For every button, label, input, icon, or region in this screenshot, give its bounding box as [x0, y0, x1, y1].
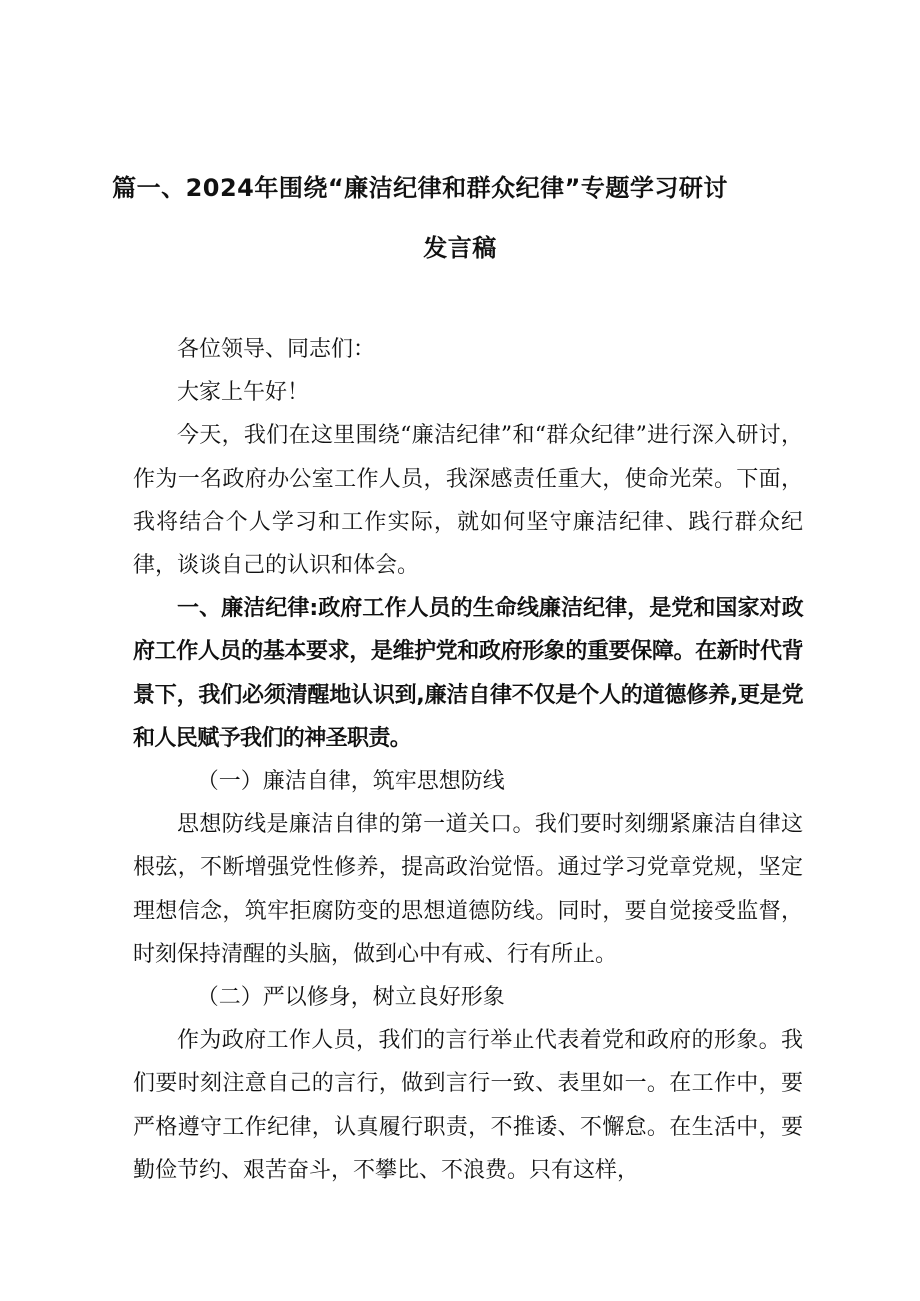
subsection-two-paragraph: 作为政府工作人员，我们的言行举止代表着党和政府的形象。我们要时刻注意自己的言行，做到言行一致、表里如一。在工作中，要严格遵守工作纪律，认真履行职责，不推诿、不懈怠。在生活中，要勤俭节约、艰苦奋斗，不攀比、不浪费。只有这样， [133, 1028, 803, 1183]
subsection-two-heading: （二）严以修身，树立良好形象 [196, 985, 505, 1011]
subsection-one-heading: （一）廉洁自律，筑牢思想防线 [196, 769, 505, 795]
subsection-one-paragraph: 思想防线是廉洁自律的第一道关口。我们要时刻绷紧廉洁自律这根弦，不断增强党性修养，提高政治觉悟。通过学习党章党规，坚定理想信念，筑牢拒腐防变的思想道德防线。同时，要自觉接受监督，时刻保持清醒的头脑，做到心中有戒、行有所止。 [133, 812, 803, 967]
document-body [133, 328, 803, 1192]
salutation: 各位领导、同志们： [177, 337, 376, 362]
intro-paragraph: 今天，我们在这里围绕“廉洁纪律”和“群众纪律”进行深入研讨，作为一名政府办公室工作人员，我深感责任重大，使命光荣。下面，我将结合个人学习和工作实际，就如何坚守廉洁纪律、践行群众纪律，谈谈自己的认识和体会。 [133, 423, 803, 579]
section-one-heading: 一、廉洁纪律:政府工作人员的生命线廉洁纪律，是党和国家对政府工作人员的基本要求，是维护党和政府形象的重要保障。在新时代背景下，我们必须清醒地认识到,廉洁自律不仅是个人的道德修养,更是党和人民赋予我们的神圣职责。 [133, 596, 803, 751]
greeting: 大家上午好！ [177, 380, 310, 406]
document-title-line1: 篇一、2024年围绕“廉洁纪律和群众纪律”专题学习研讨 [112, 174, 728, 202]
document-title-line2: 发言稿 [423, 234, 497, 262]
